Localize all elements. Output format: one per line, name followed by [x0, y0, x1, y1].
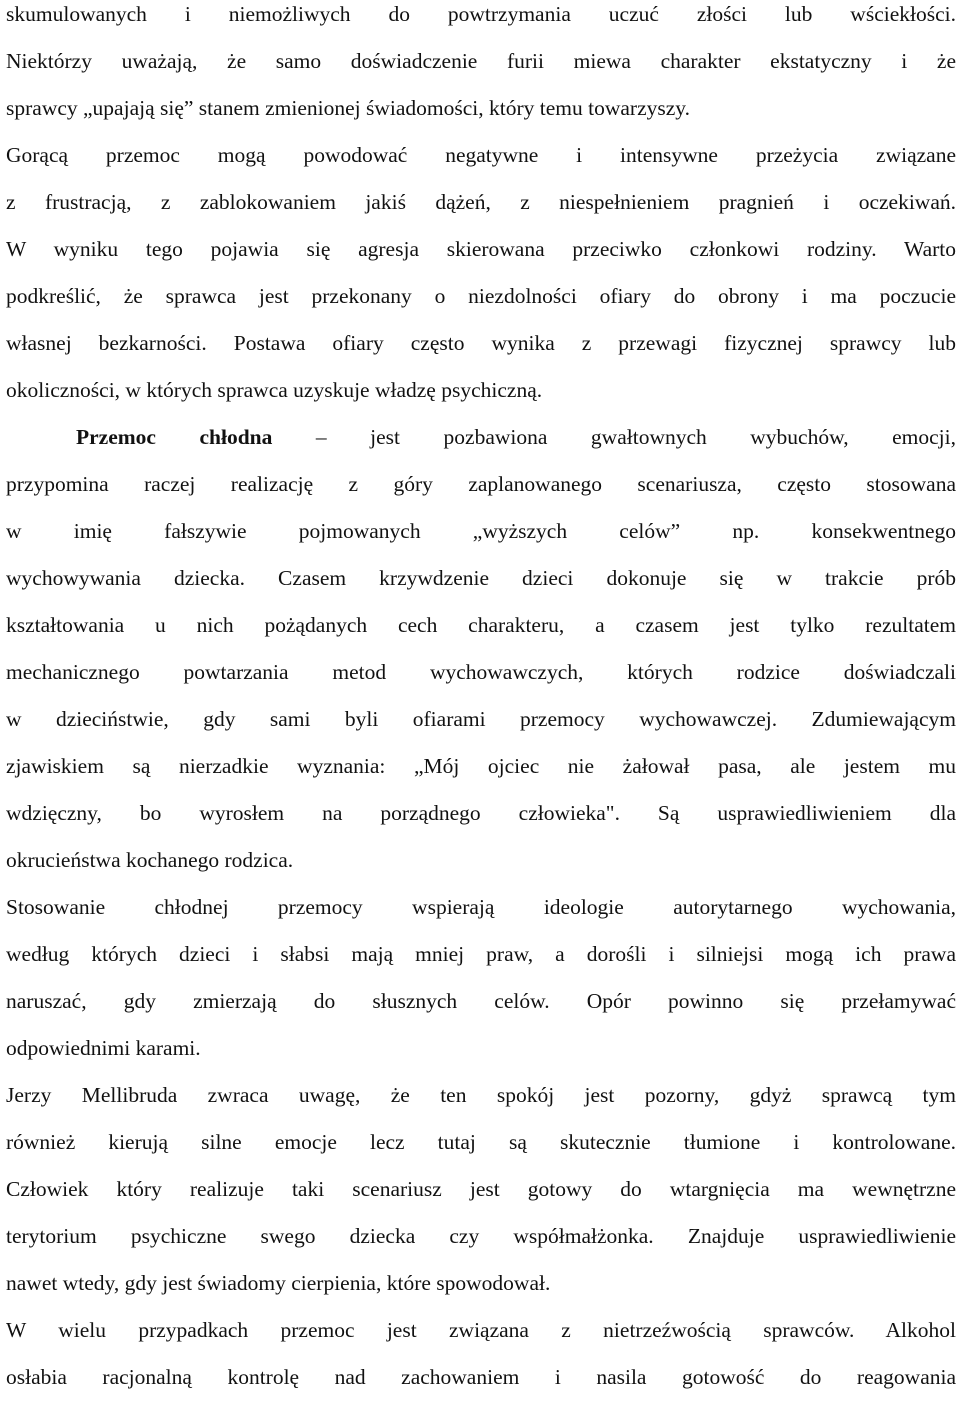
line-text: odpowiednimi karami.: [6, 1036, 201, 1060]
line-text: przypomina raczej realizację z góry zaplanowanego scenariusza, często stosowana: [6, 472, 956, 496]
line-text: również kierują silne emocje lecz tutaj są skutecznie tłumione i kontrolowane.: [6, 1130, 956, 1154]
text-line: [6, 1166, 956, 1213]
text-line: [6, 696, 956, 743]
text-line: [6, 320, 956, 367]
line-text: osłabia racjonalną kontrolę nad zachowaniem i nasila gotowość do reagowania: [6, 1365, 956, 1389]
text-line: [6, 85, 956, 132]
text-line: [6, 1307, 956, 1354]
line-text: Jerzy Mellibruda zwraca uwagę, że ten spokój jest pozorny, gdyż sprawcą tym: [6, 1083, 956, 1107]
line-text: zjawiskiem są nierzadkie wyznania: „Mój ojciec nie żałował pasa, ale jestem mu: [6, 754, 956, 778]
line-text: podkreślić, że sprawca jest przekonany o niezdolności ofiary do obrony i ma poczucie: [6, 284, 956, 308]
text-line: [6, 38, 956, 85]
line-text: według których dzieci i słabsi mają mniej praw, a dorośli i silniejsi mogą ich prawa: [6, 942, 956, 966]
line-text: sprawcy „upajają się” stanem zmienionej świadomości, który temu towarzyszy.: [6, 96, 691, 120]
text-line: [6, 273, 956, 320]
line-text: wychowywania dziecka. Czasem krzywdzenie dzieci dokonuje się w trakcie prób: [6, 566, 956, 590]
text-line: [6, 743, 956, 790]
text-line: [6, 790, 956, 837]
line-text: terytorium psychiczne swego dziecka czy współmałżonka. Znajduje usprawiedliwienie: [6, 1224, 956, 1248]
text-line: [6, 1119, 956, 1166]
line-text: Człowiek który realizuje taki scenariusz jest gotowy do wtargnięcia ma wewnętrzne: [6, 1177, 956, 1201]
line-text: w imię fałszywie pojmowanych „wyższych celów” np. konsekwentnego: [6, 519, 956, 543]
text-line: [6, 0, 956, 38]
line-text: W wielu przypadkach przemoc jest związana z nietrzeźwością sprawców. Alkohol: [6, 1318, 956, 1342]
text-line: [6, 1354, 956, 1401]
line-text: Gorącą przemoc mogą powodować negatywne i intensywne przeżycia związane: [6, 143, 956, 167]
text-line: [6, 602, 956, 649]
text-line: [6, 931, 956, 978]
text-line: [6, 978, 956, 1025]
text-line: [6, 884, 956, 931]
text-line: [6, 649, 956, 696]
line-text: W wyniku tego pojawia się agresja skierowana przeciwko członkowi rodziny. Warto: [6, 237, 956, 261]
line-text: mechanicznego powtarzania metod wychowawczych, których rodzice doświadczali: [6, 660, 956, 684]
text-line: [6, 414, 956, 461]
line-text: wdzięczny, bo wyrosłem na porządnego człowieka". Są usprawiedliwieniem dla: [6, 801, 956, 825]
line-text: kształtowania u nich pożądanych cech charakteru, a czasem jest tylko rezultatem: [6, 613, 956, 637]
line-text: Niektórzy uważają, że samo doświadczenie furii miewa charakter ekstatyczny i że: [6, 49, 956, 73]
line-text: naruszać, gdy zmierzają do słusznych celów. Opór powinno się przełamywać: [6, 989, 956, 1013]
line-text: skumulowanych i niemożliwych do powtrzymania uczuć złości lub wściekłości.: [6, 2, 956, 26]
text-line: [6, 132, 956, 179]
text-line: [6, 555, 956, 602]
line-text: w dzieciństwie, gdy sami byli ofiarami przemocy wychowawczej. Zdumiewającym: [6, 707, 956, 731]
bold-term: Przemoc chłodna: [76, 425, 273, 449]
text-line: [6, 508, 956, 555]
text-line: [6, 1025, 956, 1072]
text-line: [6, 1072, 956, 1119]
document-page: [6, 0, 956, 1401]
text-line: [6, 1260, 956, 1307]
text-line: [6, 367, 956, 414]
text-line: [6, 837, 956, 884]
line-text: własnej bezkarności. Postawa ofiary często wynika z przewagi fizycznej sprawcy lub: [6, 331, 956, 355]
line-text: nawet wtedy, gdy jest świadomy cierpienia, które spowodował.: [6, 1271, 551, 1295]
text-line: [6, 461, 956, 508]
line-text: z frustracją, z zablokowaniem jakiś dążeń, z niespełnieniem pragnień i oczekiwań.: [6, 190, 956, 214]
line-text: Stosowanie chłodnej przemocy wspierają ideologie autorytarnego wychowania,: [6, 895, 956, 919]
line-text: okoliczności, w których sprawca uzyskuje władzę psychiczną.: [6, 378, 543, 402]
line-text: okrucieństwa kochanego rodzica.: [6, 848, 294, 872]
text-line: [6, 226, 956, 273]
text-line: [6, 1213, 956, 1260]
text-line: [6, 179, 956, 226]
line-text: – jest pozbawiona gwałtownych wybuchów, emocji,: [272, 425, 956, 449]
